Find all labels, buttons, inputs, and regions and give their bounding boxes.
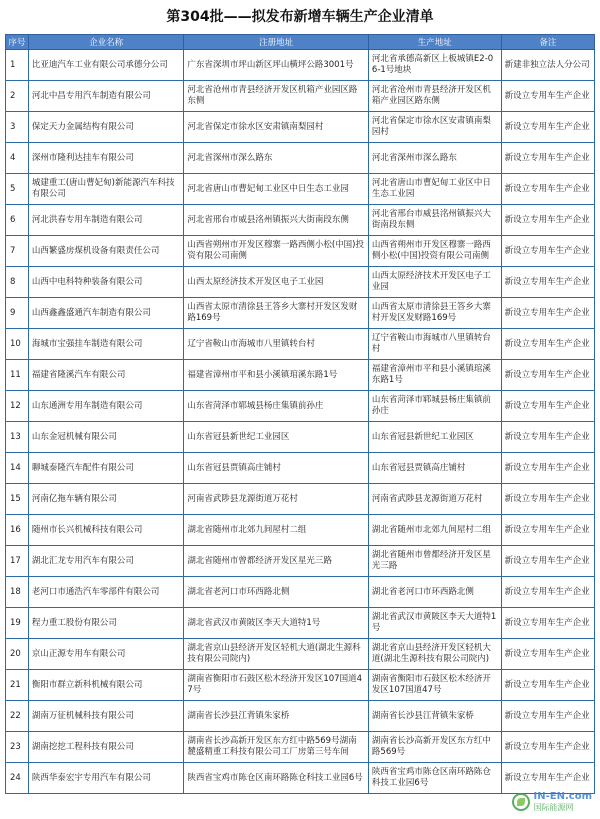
cell-registered-address: 河北省保定市徐水区安肃镇南梨园村 xyxy=(184,112,369,143)
cell-remarks: 新设立专用车生产企业 xyxy=(501,515,594,546)
cell-remarks: 新设立专用车生产企业 xyxy=(501,360,594,391)
cell-production-address: 山东省菏泽市郓城县杨庄集镇前孙庄 xyxy=(368,391,501,422)
cell-remarks: 新建非独立法人分公司 xyxy=(501,50,594,81)
header-index: 序号 xyxy=(6,35,29,50)
cell-remarks: 新设立专用车生产企业 xyxy=(501,143,594,174)
cell-production-address: 河北省邢台市威县洺州镇振兴大街南段东侧 xyxy=(368,205,501,236)
table-row xyxy=(6,205,595,236)
cell-production-address: 湖南省衡阳市石鼓区松木经济开发区107国道47号 xyxy=(368,670,501,701)
cell-production-address: 福建省漳州市平和县小溪镇琯溪东路1号 xyxy=(368,360,501,391)
cell-registered-address: 河北省唐山市曹妃甸工业区中日生态工业园 xyxy=(184,174,369,205)
cell-production-address: 山西太原经济技术开发区电子工业园 xyxy=(368,267,501,298)
cell-company-name: 城建重工(唐山曹妃甸)新能源汽车科技有限公司 xyxy=(28,174,184,205)
cell-remarks: 新设立专用车生产企业 xyxy=(501,577,594,608)
cell-registered-address: 山西省太原市清徐县王答乡大寨村开发区发财路169号 xyxy=(184,298,369,329)
cell-production-address: 山西省朔州市开发区穆寨一路西侧小松(中国)投资有限公司南侧 xyxy=(368,236,501,267)
cell-remarks: 新设立专用车生产企业 xyxy=(501,484,594,515)
table-row xyxy=(6,763,595,794)
cell-company-name: 湖南挖挖工程科技有限公司 xyxy=(28,732,184,763)
cell-remarks: 新设立专用车生产企业 xyxy=(501,546,594,577)
header-registered-address: 注册地址 xyxy=(184,35,369,50)
cell-company-name: 湖南万征机械科技有限公司 xyxy=(28,701,184,732)
cell-company-name: 聊城泰隆汽车配件有限公司 xyxy=(28,453,184,484)
cell-registered-address: 河北省沧州市青县经济开发区机箱产业园区路东侧 xyxy=(184,81,369,112)
cell-index: 4 xyxy=(6,143,29,174)
cell-company-name: 河南亿拖车辆有限公司 xyxy=(28,484,184,515)
cell-registered-address: 山东省冠县新世纪工业园区 xyxy=(184,422,369,453)
cell-registered-address: 辽宁省鞍山市海城市八里镇转台村 xyxy=(184,329,369,360)
cell-index: 18 xyxy=(6,577,29,608)
cell-registered-address: 湖南省长沙县江背镇朱家桥 xyxy=(184,701,369,732)
table-row xyxy=(6,453,595,484)
table-row xyxy=(6,701,595,732)
cell-registered-address: 河北省邢台市威县洺州镇振兴大街南段东侧 xyxy=(184,205,369,236)
cell-remarks: 新设立专用车生产企业 xyxy=(501,236,594,267)
cell-registered-address: 湖南省衡阳市石鼓区松木经济开发区107国道47号 xyxy=(184,670,369,701)
cell-index: 19 xyxy=(6,608,29,639)
table-row xyxy=(6,81,595,112)
table-row xyxy=(6,236,595,267)
table-body xyxy=(6,50,595,794)
cell-company-name: 福建省隆溪汽车有限公司 xyxy=(28,360,184,391)
cell-production-address: 河南省武陟县龙源街道万花村 xyxy=(368,484,501,515)
header-production-address: 生产地址 xyxy=(368,35,501,50)
cell-company-name: 湖北汇龙专用汽车有限公司 xyxy=(28,546,184,577)
table-row xyxy=(6,422,595,453)
watermark xyxy=(512,791,592,813)
cell-index: 8 xyxy=(6,267,29,298)
cell-registered-address: 河南省武陟县龙源街道万花村 xyxy=(184,484,369,515)
table-row xyxy=(6,174,595,205)
cell-company-name: 河北洪春专用车制造有限公司 xyxy=(28,205,184,236)
cell-registered-address: 湖北省武汉市黄陂区李天大道特1号 xyxy=(184,608,369,639)
cell-index: 3 xyxy=(6,112,29,143)
cell-company-name: 比亚迪汽车工业有限公司承德分公司 xyxy=(28,50,184,81)
cell-remarks: 新设立专用车生产企业 xyxy=(501,205,594,236)
cell-production-address: 湖北省随州市曾都经济开发区星光三路 xyxy=(368,546,501,577)
table-row xyxy=(6,143,595,174)
cell-registered-address: 山西省朔州市开发区穆寨一路西侧小松(中国)投资有限公司南侧 xyxy=(184,236,369,267)
cell-company-name: 山东金冠机械有限公司 xyxy=(28,422,184,453)
cell-index: 17 xyxy=(6,546,29,577)
cell-company-name: 程力重工股份有限公司 xyxy=(28,608,184,639)
cell-index: 24 xyxy=(6,763,29,794)
cell-remarks: 新设立专用车生产企业 xyxy=(501,732,594,763)
table-row xyxy=(6,670,595,701)
cell-remarks: 新设立专用车生产企业 xyxy=(501,298,594,329)
cell-company-name: 保定天力金属结构有限公司 xyxy=(28,112,184,143)
cell-production-address: 山东省冠县贾镇高庄铺村 xyxy=(368,453,501,484)
cell-production-address: 湖北省京山县经济开发区轻机大道(湖北生源科技有限公司院内) xyxy=(368,639,501,670)
cell-index: 14 xyxy=(6,453,29,484)
cell-production-address: 湖南省长沙高新开发区东方红中路569号 xyxy=(368,732,501,763)
cell-production-address: 河北省承德高新区上板城镇E2-06-1号地块 xyxy=(368,50,501,81)
cell-index: 15 xyxy=(6,484,29,515)
cell-company-name: 海城市宝强挂车制造有限公司 xyxy=(28,329,184,360)
cell-index: 21 xyxy=(6,670,29,701)
table-row xyxy=(6,298,595,329)
cell-company-name: 山东通洲专用车制造有限公司 xyxy=(28,391,184,422)
table-row xyxy=(6,267,595,298)
table-row xyxy=(6,329,595,360)
cell-registered-address: 湖北省老河口市环西路北侧 xyxy=(184,577,369,608)
page-title: 第304批——拟发布新增车辆生产企业清单 xyxy=(166,9,434,25)
header-company-name: 企业名称 xyxy=(28,35,184,50)
table-row xyxy=(6,484,595,515)
cell-production-address: 湖北省老河口市环西路北侧 xyxy=(368,577,501,608)
cell-registered-address: 山东省菏泽市郓城县杨庄集镇前孙庄 xyxy=(184,391,369,422)
cell-index: 5 xyxy=(6,174,29,205)
cell-remarks: 新设立专用车生产企业 xyxy=(501,608,594,639)
cell-production-address: 湖南省长沙县江背镇朱家桥 xyxy=(368,701,501,732)
cell-registered-address: 河北省深州市深么路东 xyxy=(184,143,369,174)
cell-index: 9 xyxy=(6,298,29,329)
cell-production-address: 陕西省宝鸡市陈仓区南环路陈仓科技工业园6号 xyxy=(368,763,501,794)
cell-index: 22 xyxy=(6,701,29,732)
cell-index: 13 xyxy=(6,422,29,453)
cell-company-name: 随州市长兴机械科技有限公司 xyxy=(28,515,184,546)
cell-production-address: 河北省唐山市曹妃甸工业区中日生态工业园 xyxy=(368,174,501,205)
cell-registered-address: 山西太原经济技术开发区电子工业园 xyxy=(184,267,369,298)
cell-registered-address: 山东省冠县贾镇高庄铺村 xyxy=(184,453,369,484)
cell-production-address: 河北省沧州市青县经济开发区机箱产业园区路东侧 xyxy=(368,81,501,112)
table-row xyxy=(6,391,595,422)
cell-remarks: 新设立专用车生产企业 xyxy=(501,763,594,794)
cell-production-address: 河北省保定市徐水区安肃镇南梨园村 xyxy=(368,112,501,143)
cell-index: 7 xyxy=(6,236,29,267)
cell-index: 16 xyxy=(6,515,29,546)
cell-index: 10 xyxy=(6,329,29,360)
cell-remarks: 新设立专用车生产企业 xyxy=(501,391,594,422)
cell-company-name: 山西繁盛房煤机设备有限责任公司 xyxy=(28,236,184,267)
cell-registered-address: 湖南省长沙高新开发区东方红中路569号湖南麓盛精重工科技有限公司工厂房第三号车间 xyxy=(184,732,369,763)
cell-remarks: 新设立专用车生产企业 xyxy=(501,112,594,143)
leaf-logo-icon xyxy=(512,793,530,811)
cell-remarks: 新设立专用车生产企业 xyxy=(501,81,594,112)
cell-index: 12 xyxy=(6,391,29,422)
cell-remarks: 新设立专用车生产企业 xyxy=(501,639,594,670)
cell-company-name: 深州市隆利达挂车有限公司 xyxy=(28,143,184,174)
watermark-text: IN-EN.com xyxy=(533,791,592,802)
cell-remarks: 新设立专用车生产企业 xyxy=(501,670,594,701)
cell-remarks: 新设立专用车生产企业 xyxy=(501,453,594,484)
cell-index: 23 xyxy=(6,732,29,763)
table-row xyxy=(6,577,595,608)
table-row xyxy=(6,112,595,143)
table-row xyxy=(6,360,595,391)
cell-remarks: 新设立专用车生产企业 xyxy=(501,267,594,298)
table-row xyxy=(6,732,595,763)
cell-company-name: 山西中电科特种装备有限公司 xyxy=(28,267,184,298)
cell-company-name: 陕西华泰宏宇专用汽车有限公司 xyxy=(28,763,184,794)
cell-production-address: 山东省冠县新世纪工业园区 xyxy=(368,422,501,453)
cell-production-address: 山西省太原市清徐县王答乡大寨村开发区发财路169号 xyxy=(368,298,501,329)
cell-registered-address: 湖北省随州市曾都经济开发区星光三路 xyxy=(184,546,369,577)
cell-company-name: 河北中昌专用汽车制造有限公司 xyxy=(28,81,184,112)
cell-remarks: 新设立专用车生产企业 xyxy=(501,422,594,453)
table-row xyxy=(6,50,595,81)
cell-registered-address: 广东省深圳市坪山新区坪山横坪公路3001号 xyxy=(184,50,369,81)
cell-registered-address: 福建省漳州市平和县小溪镇琯溪东路1号 xyxy=(184,360,369,391)
table-row xyxy=(6,546,595,577)
cell-company-name: 老河口市通浩汽车零部件有限公司 xyxy=(28,577,184,608)
cell-company-name: 山西鑫鑫盛通汽车制造有限公司 xyxy=(28,298,184,329)
cell-remarks: 新设立专用车生产企业 xyxy=(501,329,594,360)
cell-production-address: 辽宁省鞍山市海城市八里镇转台村 xyxy=(368,329,501,360)
table-header-row xyxy=(6,35,595,50)
cell-production-address: 湖北省随州市北郊九间屋村二组 xyxy=(368,515,501,546)
cell-index: 11 xyxy=(6,360,29,391)
table-row xyxy=(6,608,595,639)
cell-remarks: 新设立专用车生产企业 xyxy=(501,174,594,205)
cell-company-name: 衡阳市群立新科机械有限公司 xyxy=(28,670,184,701)
cell-production-address: 湖北省武汉市黄陂区李天大道特1号 xyxy=(368,608,501,639)
table-row xyxy=(6,515,595,546)
cell-index: 1 xyxy=(6,50,29,81)
cell-registered-address: 湖北省京山县经济开发区轻机大道(湖北生源科技有限公司院内) xyxy=(184,639,369,670)
cell-index: 6 xyxy=(6,205,29,236)
header-remarks: 备注 xyxy=(501,35,594,50)
enterprise-table xyxy=(5,34,595,794)
cell-registered-address: 湖北省随州市北郊九间屋村二组 xyxy=(184,515,369,546)
cell-index: 20 xyxy=(6,639,29,670)
cell-index: 2 xyxy=(6,81,29,112)
cell-remarks: 新设立专用车生产企业 xyxy=(501,701,594,732)
table-row xyxy=(6,639,595,670)
watermark-subtext: 国际能源网 xyxy=(533,803,574,812)
cell-production-address: 河北省深州市深么路东 xyxy=(368,143,501,174)
cell-registered-address: 陕西省宝鸡市陈仓区南环路陈仓科技工业园6号 xyxy=(184,763,369,794)
cell-company-name: 京山正源专用车有限公司 xyxy=(28,639,184,670)
